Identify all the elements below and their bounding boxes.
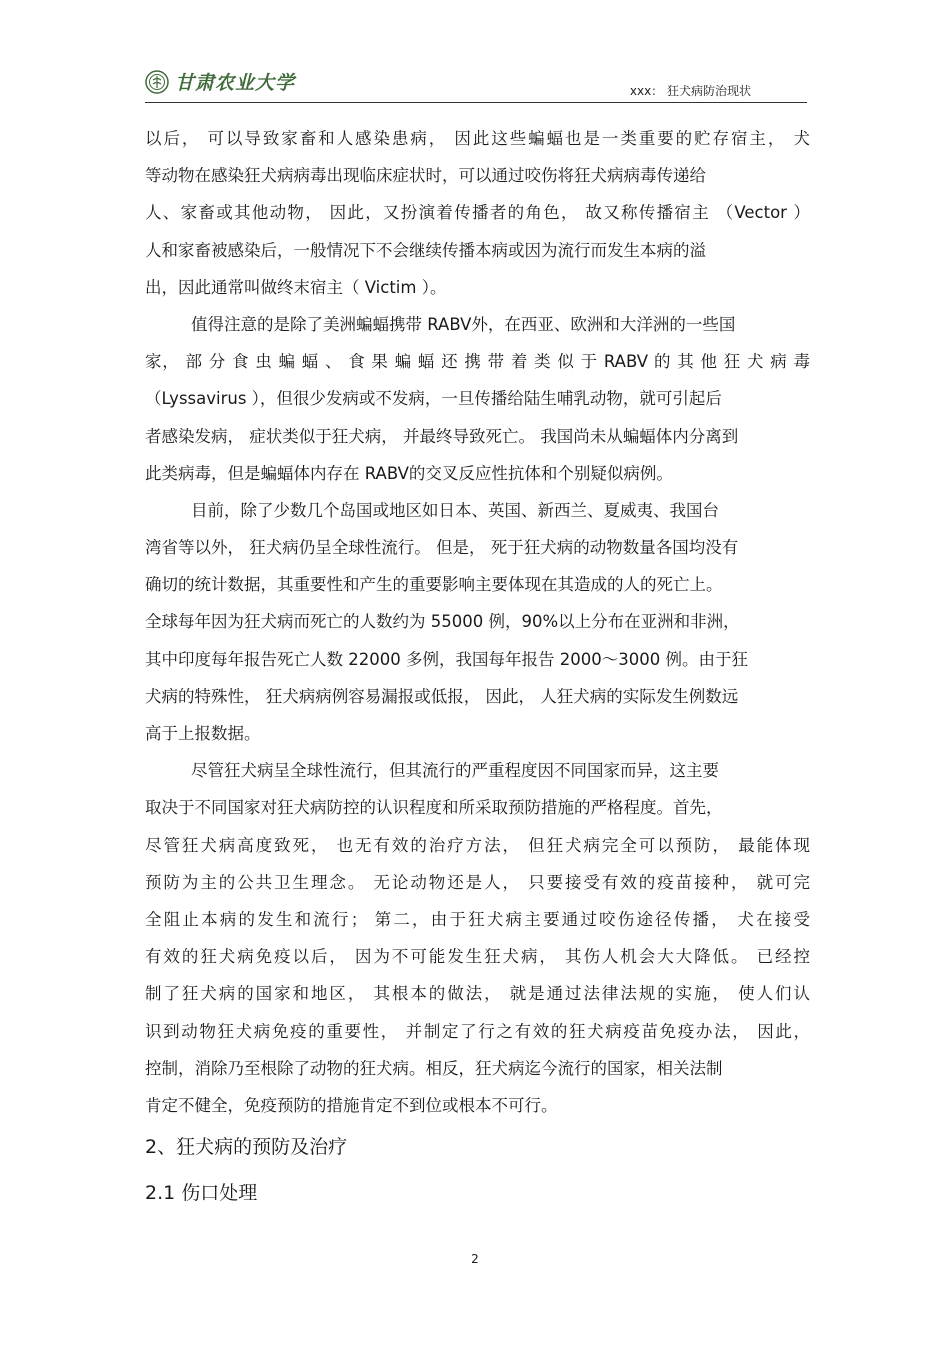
text-line: 尽管狂犬病高度致死， 也无有效的治疗方法， 但狂犬病完全可以预防， 最能体现: [145, 835, 810, 855]
text-line: 有效的狂犬病免疫以后， 因为不可能发生狂犬病， 其伤人机会大大降低。 已经控: [145, 947, 810, 967]
text-line: 等动物在感染狂犬病病毒出现临床症状时，可以通过咬伤将狂犬病病毒传递给: [145, 166, 706, 186]
text-line: 者感染发病， 症状类似于狂犬病， 并最终导致死亡。 我国尚未从蝙蝠体内分离到: [145, 426, 739, 446]
text-line: 预防为主的公共卫生理念。 无论动物还是人， 只要接受有效的疫苗接种， 就可完: [145, 872, 810, 892]
text-line: 确切的统计数据，其重要性和产生的重要影响主要体现在其造成的人的死亡上。: [145, 575, 723, 595]
text-line: 肯定不健全，免疫预防的措施肯定不到位或根本不可行。: [145, 1095, 558, 1115]
text-line: 家， 部 分 食 虫 蝙 蝠 、 食 果 蝙 蝠 还 携 带 着 类 似 于 RABV 的 其 他 狂 犬 病 毒: [145, 352, 810, 372]
text-line: 识到动物狂犬病免疫的重要性， 并制定了行之有效的狂犬病疫苗免疫办法， 因此，: [145, 1021, 810, 1041]
text-line: 高于上报数据。: [145, 724, 261, 743]
paragraph: [145, 120, 810, 306]
text-line: 制了狂犬病的国家和地区， 其根本的做法， 就是通过法律法规的实施， 使人们认: [145, 984, 810, 1004]
paragraph: [145, 306, 810, 492]
section-heading: 2、狂犬病的预防及治疗: [145, 1136, 348, 1159]
subsection-heading: 2.1 伤口处理: [145, 1182, 258, 1205]
text-line: 人和家畜被感染后，一般情况下不会继续传播本病或因为流行而发生本病的溢: [145, 240, 706, 260]
paragraph: [145, 752, 810, 1124]
running-title: xxx： 狂犬病防治现状: [629, 84, 751, 98]
text-line: 目前，除了少数几个岛国或地区如日本、英国、新西兰、夏威夷、我国台: [191, 500, 719, 520]
text-line: 其中印度每年报告死亡人数 22000 多例，我国每年报告 2000～3000 例。由于狂: [145, 649, 748, 669]
text-line: 尽管狂犬病呈全球性流行，但其流行的严重程度因不同国家而异，这主要: [191, 761, 719, 781]
text-line: 出，因此通常叫做终末宿主（ Victim ）。: [145, 277, 447, 297]
university-seal-icon: [145, 70, 169, 94]
body-text: [145, 120, 810, 1216]
text-line: 以后， 可以导致家畜和人感染患病， 因此这些蝙蝠也是一类重要的贮存宿主， 犬: [145, 129, 810, 148]
university-logo: [145, 68, 295, 95]
text-line: 此类病毒，但是蝙蝠体内存在 RABV的交叉反应性抗体和个别疑似病例。: [145, 463, 673, 483]
paragraph: [145, 492, 810, 752]
text-line: （Lyssavirus ），但很少发病或不发病，一旦传播给陆生哺乳动物，就可引起后: [145, 389, 722, 409]
text-line: 值得注意的是除了美洲蝙蝠携带 RABV外，在西亚、欧洲和大洋洲的一些国: [191, 314, 736, 334]
text-line: 湾省等以外， 狂犬病仍呈全球性流行。 但是， 死于狂犬病的动物数量各国均没有: [145, 538, 739, 558]
logo-text: 甘肃农业大学: [175, 72, 296, 94]
text-line: 犬病的特殊性， 狂犬病病例容易漏报或低报， 因此， 人狂犬病的实际发生例数远: [145, 686, 739, 706]
text-line: 取决于不同国家对狂犬病防控的认识程度和所采取预防措施的严格程度。首先，: [145, 798, 723, 818]
text-line: 控制，消除乃至根除了动物的狂犬病。相反，狂犬病迄今流行的国家，相关法制: [145, 1058, 723, 1078]
page-number: 2: [471, 1252, 479, 1266]
text-line: 全球每年因为狂犬病而死亡的人数约为 55000 例，90%以上分布在亚洲和非洲，: [145, 612, 740, 632]
page-header: [145, 62, 807, 103]
text-line: 人、家畜或其他动物， 因此，又扮演着传播者的角色， 故又称传播宿主 （Vector ）: [145, 203, 810, 223]
text-line: 全阻止本病的发生和流行； 第二，由于狂犬病主要通过咬伤途径传播， 犬在接受: [145, 909, 810, 929]
